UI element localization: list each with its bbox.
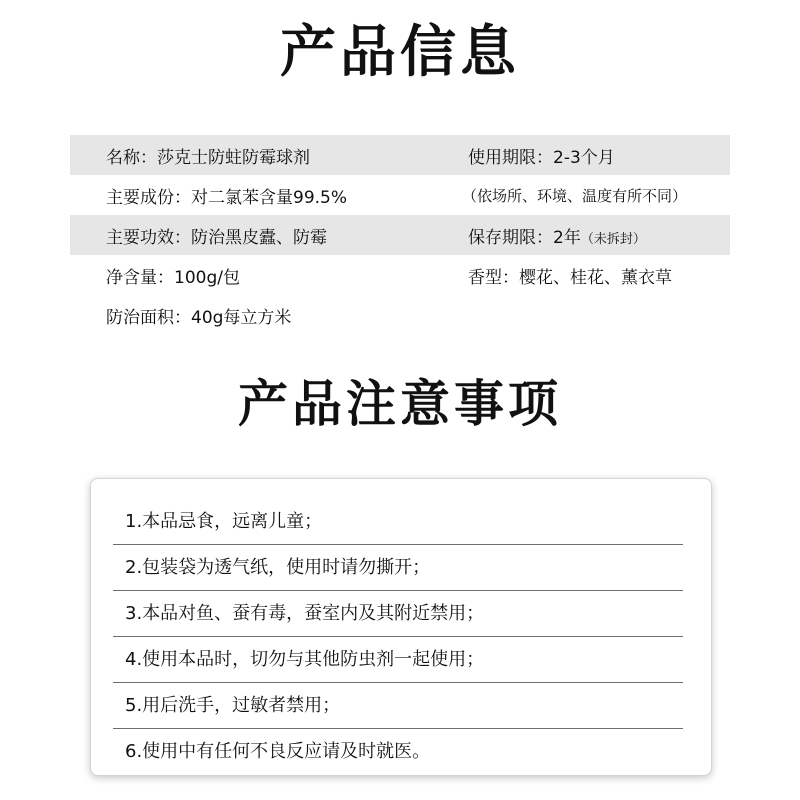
product-info-title: 产品信息 <box>280 20 520 85</box>
product-info-table <box>70 135 730 335</box>
net-content: 净含量：100g/包 <box>106 267 240 288</box>
shelf-life <box>468 223 730 248</box>
usage-period-note: （依场所、环境、温度有所不同） <box>462 186 688 205</box>
usage-period: 使用期限：2-3个月 <box>468 147 615 168</box>
treatment-area: 防治面积：40g每立方米 <box>106 307 292 328</box>
main-effect: 主要功效：防治黑皮蠹、防霉 <box>106 227 327 248</box>
shelf-life-value: 保存期限：2年 <box>468 227 581 248</box>
info-row <box>70 135 730 175</box>
list-item: 5.用后洗手，过敏者禁用； <box>113 683 683 729</box>
info-row <box>70 175 730 215</box>
shelf-life-note: （未拆封） <box>580 231 646 247</box>
precautions-list <box>113 499 683 774</box>
product-name: 名称：莎克士防蛀防霉球剂 <box>106 147 310 168</box>
list-item: 6.使用中有任何不良反应请及时就医。 <box>125 741 431 762</box>
info-row <box>70 255 730 295</box>
info-row <box>70 295 730 335</box>
list-item: 4.使用本品时，切勿与其他防虫剂一起使用； <box>113 637 683 683</box>
precautions-title: 产品注意事项 <box>238 375 562 433</box>
precautions-box <box>90 478 712 776</box>
list-item: 2.包装袋为透气纸，使用时请勿撕开； <box>113 545 683 591</box>
list-item: 1.本品忌食，远离儿童； <box>113 499 683 545</box>
info-row <box>70 215 730 255</box>
list-item: 3.本品对鱼、蚕有毒，蚕室内及其附近禁用； <box>113 591 683 637</box>
main-ingredient: 主要成份：对二氯苯含量99.5% <box>106 187 348 208</box>
fragrance-type: 香型：樱花、桂花、薰衣草 <box>468 267 672 288</box>
